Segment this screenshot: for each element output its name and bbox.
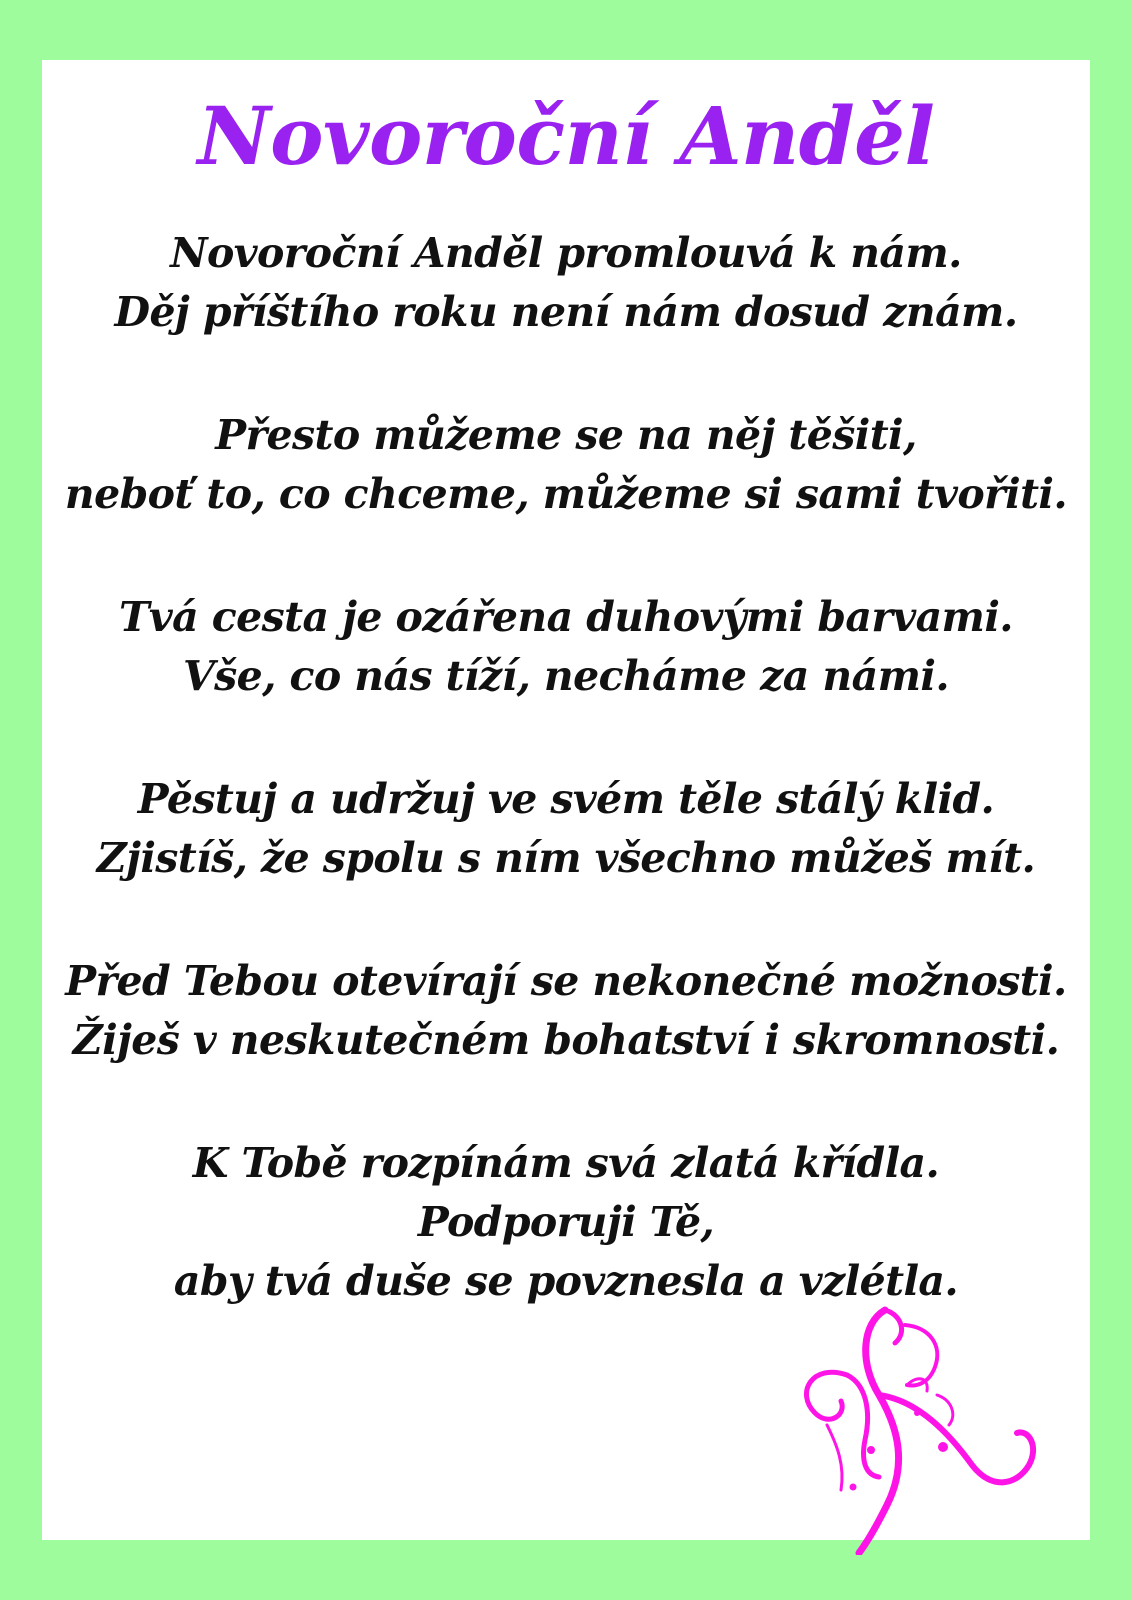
poem-line: neboť to, co chceme, můžeme si sami tvořiti. <box>64 470 1068 518</box>
poem-line: Před Tebou otevírají se nekonečné možnosti. <box>65 957 1067 1005</box>
poem-line: Podporuji Tě, <box>417 1198 715 1246</box>
poem-line: Tvá cesta je ozářena duhovými barvami. <box>119 593 1013 641</box>
poem-line: aby tvá duše se povznesla a vzlétla. <box>173 1257 959 1305</box>
stanza <box>42 770 1090 888</box>
poem-line: Žiješ v neskutečném bohatství i skromnosti. <box>72 1016 1060 1064</box>
poem-body <box>42 224 1090 1375</box>
stanza <box>42 952 1090 1070</box>
poem-line: Děj příštího roku není nám dosud znám. <box>114 288 1018 336</box>
poem-line: Přesto můžeme se na něj těšiti, <box>215 411 917 459</box>
flourish-icon <box>767 1305 1067 1555</box>
stanza <box>42 588 1090 706</box>
poem-line: Zjistíš, že spolu s ním všechno můžeš mít. <box>96 834 1036 882</box>
stanza <box>42 224 1090 342</box>
poem-card <box>42 60 1090 1540</box>
poem-line: K Tobě rozpínám svá zlatá křídla. <box>192 1139 940 1187</box>
poem-title: Novoroční Anděl <box>197 89 935 183</box>
poem-line: Vše, co nás tíží, necháme za námi. <box>182 652 950 700</box>
stanza <box>42 1134 1090 1311</box>
poem-line: Novoroční Anděl promlouvá k nám. <box>170 229 962 277</box>
poem-line: Pěstuj a udržuj ve svém těle stálý klid. <box>137 775 995 823</box>
stanza <box>42 406 1090 524</box>
